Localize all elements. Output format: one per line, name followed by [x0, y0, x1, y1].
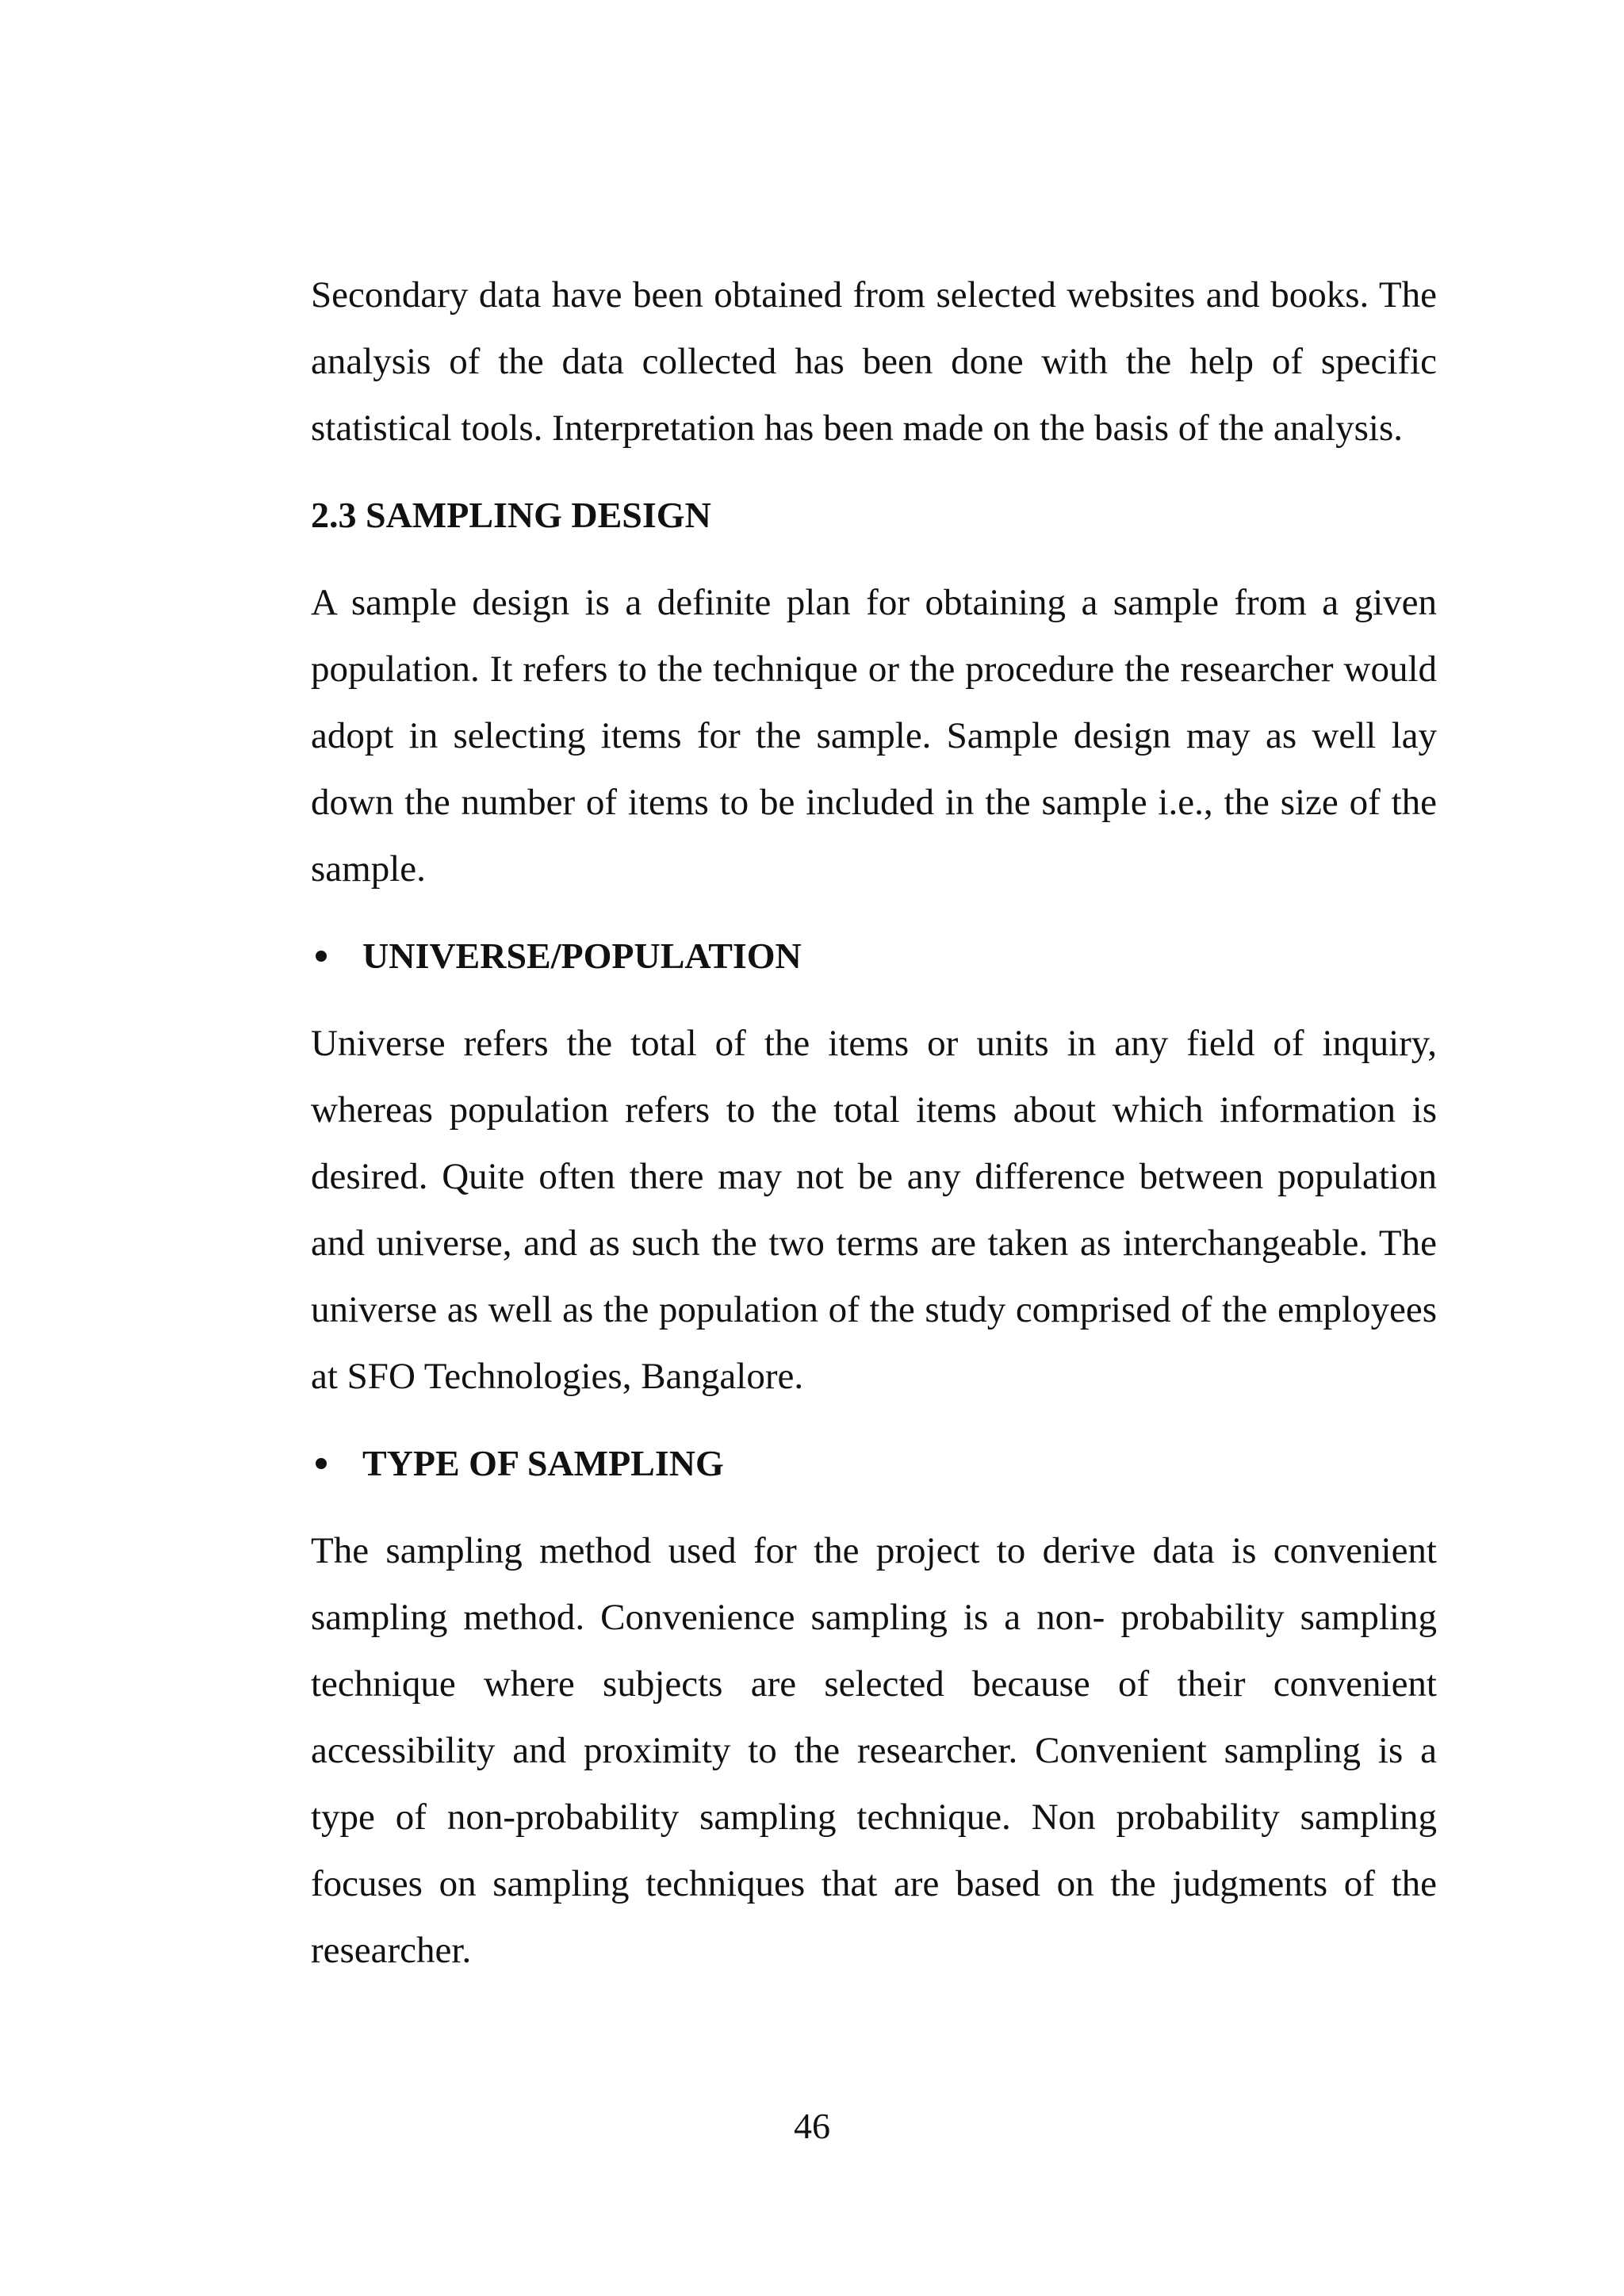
bullet-icon: [316, 951, 327, 962]
sampling-design-paragraph: A sample design is a definite plan for obtaining a sample from a given population. It refers to the technique or the procedure the researcher would adopt in selecting items for the sample. Sample design may as well lay down the number of items to be included in the sample i.e., the size of the sample.: [311, 582, 1437, 890]
page-number: 46: [794, 2106, 830, 2146]
bullet-heading-sampling-type: [311, 1430, 1437, 1497]
bullet-heading-universe: [311, 923, 1437, 989]
bullet-heading-label: UNIVERSE/POPULATION: [362, 936, 802, 976]
section-heading: 2.3 SAMPLING DESIGN: [311, 495, 711, 535]
bullet-heading-label: TYPE OF SAMPLING: [362, 1443, 724, 1483]
intro-paragraph: Secondary data have been obtained from selected websites and books. The analysis of the data collected has been done with the help of specific statistical tools. Interpretation has been made on the basis of the analysis.: [311, 274, 1437, 449]
bullet-icon: [316, 1458, 327, 1469]
page-content: [311, 262, 1437, 1984]
universe-paragraph: Universe refers the total of the items or units in any field of inquiry, whereas population refers to the total items about which information is desired. Quite often there may not be any difference between population and universe, and as such the two terms are taken as interchangeable. The universe as well as the population of the study comprised of the employees at SFO Technologies, Bangalore.: [311, 1023, 1437, 1397]
sampling-type-paragraph: The sampling method used for the project to derive data is convenient sampling method. Convenience sampling is a non- probability sampling technique where subjects are selected because of their convenient accessibility and proximity to the researcher. Convenient sampling is a type of non-probability sampling technique. Non probability sampling focuses on sampling techniques that are based on the judgments of the researcher.: [311, 1530, 1437, 1971]
